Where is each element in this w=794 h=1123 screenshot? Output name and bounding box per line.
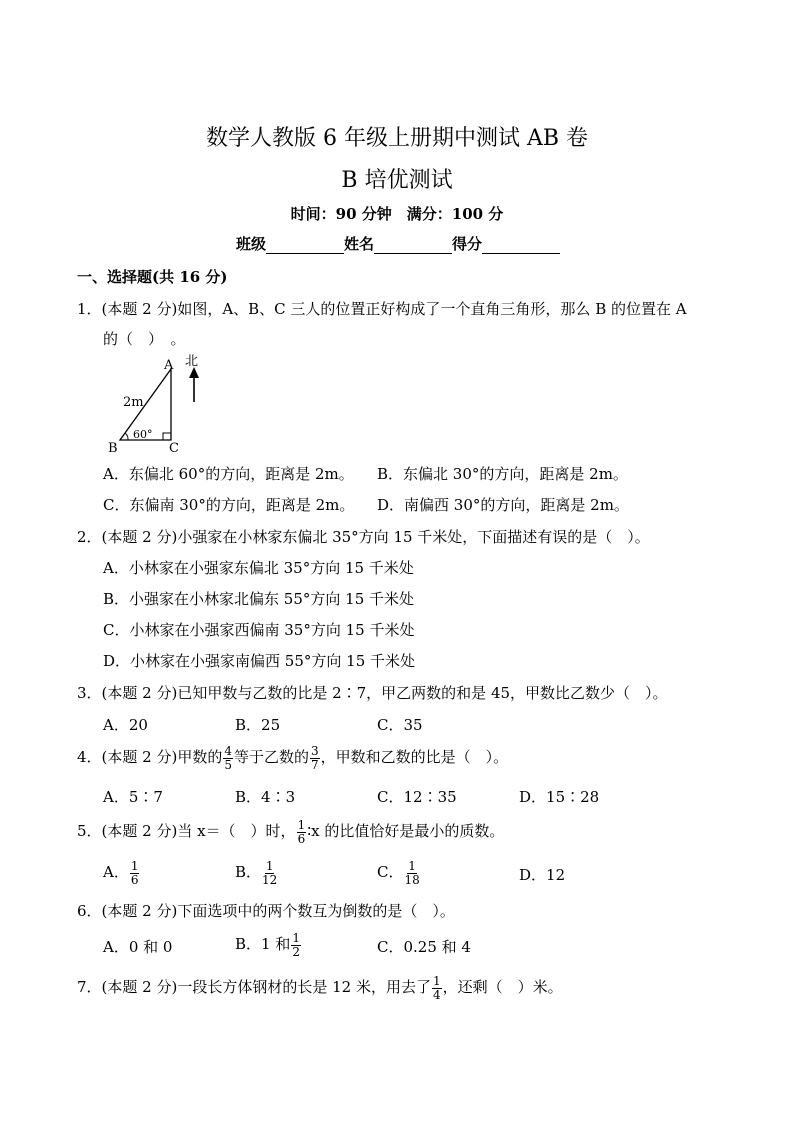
label-a: A: [164, 358, 174, 373]
q6-option-b-label: B．1 和: [235, 935, 291, 953]
info-fields: [236, 233, 560, 254]
q6-option-c: C．0.25 和 4: [377, 938, 471, 956]
section-heading: 一、选择题(共 16 分): [77, 268, 228, 286]
right-angle-mark: [163, 433, 171, 440]
q5-frac-num: 1: [297, 817, 306, 832]
q5-option-a: [103, 857, 140, 887]
q4-option-c: C．12∶35: [377, 788, 457, 806]
q4-stem-pre: 4．(本题 2 分)甲数的: [77, 748, 223, 766]
q4-fraction-1: [223, 745, 233, 772]
q7-frac-den: 4: [432, 987, 441, 1002]
q2-stem: 2．(本题 2 分)小强家在小林家东偏北 35°方向 15 千米处，下面描述有误的是（ ）。: [77, 528, 650, 546]
q4-stem-post: ，甲数和乙数的比是（ ）。: [320, 748, 509, 766]
q7-stem-post: ，还剩（ ）米。: [442, 978, 563, 996]
q5-stem-pre: 5．(本题 2 分)当 x＝（ ）时，: [77, 822, 296, 840]
score-blank: [482, 239, 560, 254]
q5-option-b-label: B．: [235, 863, 262, 881]
q5-b-den: 12: [262, 872, 278, 887]
q2-option-c: C．小林家在小强家西偏南 35°方向 15 千米处: [103, 621, 415, 639]
q2-option-a: A．小林家在小强家东偏北 35°方向 15 千米处: [103, 559, 414, 577]
q5-stem: [77, 816, 504, 846]
q4-frac2-den: 7: [310, 757, 319, 772]
q4-frac2-num: 3: [310, 743, 319, 758]
q6-b-num: 1: [292, 930, 300, 945]
q1-option-d: D．南偏西 30°的方向，距离是 2m。: [377, 496, 629, 514]
q4-fraction-2: [310, 745, 320, 772]
q5-fraction: [297, 819, 307, 846]
score-label: 得分: [452, 235, 483, 253]
q6-option-b: [235, 929, 302, 959]
q4-option-a: A．5∶7: [103, 788, 163, 806]
q7-stem: [77, 972, 563, 1002]
angle-arc: [125, 433, 128, 440]
q5-a-den: 6: [130, 872, 139, 887]
label-b: B: [108, 441, 118, 456]
q6-option-a: A．0 和 0: [103, 938, 173, 956]
q5-c-num: 1: [408, 858, 416, 873]
class-blank: [266, 239, 344, 254]
page-subtitle: B 培优测试: [341, 168, 453, 193]
label-angle: 60°: [133, 428, 153, 441]
q2-option-b: B．小强家在小林家北偏东 55°方向 15 千米处: [103, 590, 415, 608]
name-blank: [374, 239, 452, 254]
q5-option-b: [235, 857, 278, 887]
q4-option-b: B．4∶3: [235, 788, 296, 806]
q1-stem-line1: 1．(本题 2 分)如图，A、B、C 三人的位置正好构成了一个直角三角形，那么 B 的位置在 A: [77, 300, 687, 318]
q2-option-d: D．小林家在小强家南偏西 55°方向 15 千米处: [103, 652, 416, 670]
q6-b-den: 2: [292, 944, 300, 959]
q4-frac1-den: 5: [224, 757, 232, 772]
q5-option-c-fraction: [404, 860, 419, 887]
q7-fraction: [432, 975, 442, 1002]
q4-option-d: D．15∶28: [519, 788, 600, 806]
q6-option-b-fraction: [291, 932, 301, 959]
q7-frac-num: 1: [432, 973, 441, 988]
q5-option-c-label: C．: [377, 863, 404, 881]
q6-stem: 6．(本题 2 分)下面选项中的两个数互为倒数的是（ ）。: [77, 902, 455, 920]
q5-stem-post: ∶x 的比值恰好是最小的质数。: [307, 822, 505, 840]
q3-option-b: B．25: [235, 716, 281, 734]
q4-stem: [77, 742, 508, 772]
q1-option-b: B．东偏北 30°的方向，距离是 2m。: [377, 465, 628, 483]
q5-option-d: D．12: [519, 866, 566, 884]
q5-b-num: 1: [265, 858, 274, 873]
q5-option-b-fraction: [262, 860, 277, 887]
q3-stem: 3．(本题 2 分)已知甲数与乙数的比是 2∶7，甲乙两数的和是 45，甲数比乙数少（ ）。: [77, 684, 668, 702]
q1-stem-line2: 的（ ） 。: [103, 330, 186, 348]
q5-c-den: 18: [404, 872, 420, 887]
q1-option-a: A．东偏北 60°的方向，距离是 2m。: [103, 465, 354, 483]
label-c: C: [169, 441, 179, 456]
q3-option-a: A．20: [103, 716, 148, 734]
class-label: 班级: [236, 235, 267, 253]
q1-option-c: C．东偏南 30°的方向，距离是 2m。: [103, 496, 355, 514]
page-title: 数学人教版 6 年级上册期中测试 AB 卷: [205, 126, 589, 151]
q5-option-a-fraction: [130, 860, 140, 887]
q5-frac-den: 6: [297, 831, 306, 846]
q7-stem-pre: 7．(本题 2 分)一段长方体钢材的长是 12 米，用去了: [77, 978, 431, 996]
q5-option-a-label: A．: [103, 863, 129, 881]
label-hyp: 2m: [123, 395, 144, 410]
q4-stem-mid: 等于乙数的: [233, 748, 309, 766]
q4-frac1-num: 4: [224, 743, 232, 758]
label-north: 北: [185, 354, 199, 369]
q5-a-num: 1: [130, 858, 139, 873]
triangle-figure: [100, 352, 210, 457]
time-info: 时间：90 分钟 满分：100 分: [290, 205, 504, 223]
name-label: 姓名: [344, 235, 375, 253]
q5-option-c: [377, 857, 421, 887]
q3-option-c: C．35: [377, 716, 423, 734]
